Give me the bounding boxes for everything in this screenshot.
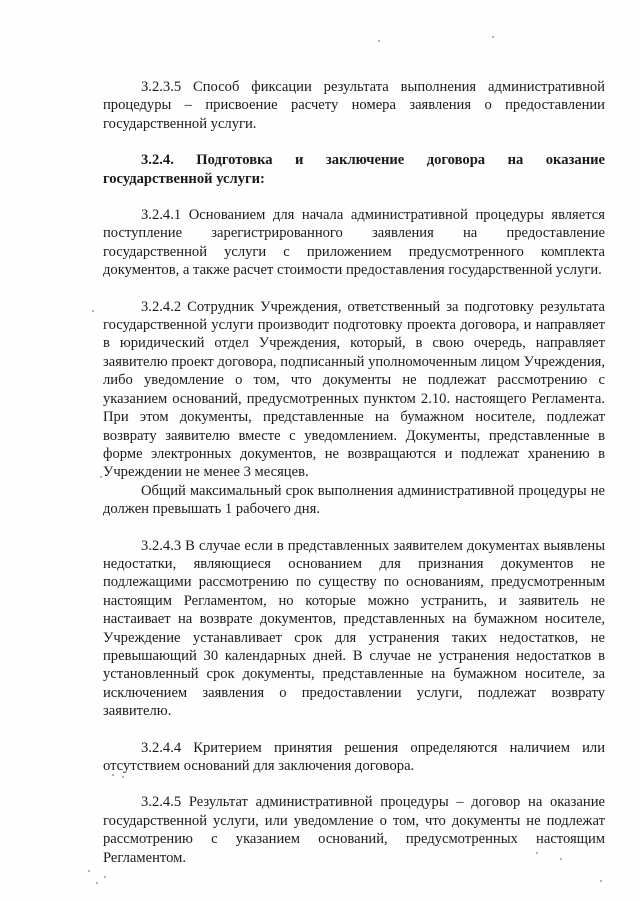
scan-speck (378, 40, 380, 42)
scan-speck (92, 310, 94, 312)
paragraph-3-2-4-1: 3.2.4.1 Основанием для начала административной процедуры является поступление зарегистрированного заявления на предоставление государственной услуги с приложением предусмотренного комплекта документов, а также расчет стоимости предоставления государственной услуги. (103, 207, 605, 279)
section-heading-3-2-4: 3.2.4. Подготовка и заключение договора на оказание государственной услуги: (103, 152, 605, 187)
scan-speck (104, 876, 106, 878)
paragraph-3-2-4-4: 3.2.4.4 Критерием принятия решения определяются наличием или отсутствием оснований для заключения договора. (103, 739, 605, 774)
paragraph-3-2-4-5: 3.2.4.5 Результат административной процедуры – договор на оказание государственной услуги, или уведомление о том, что документы не подлежат рассмотрению с указанием оснований, предусмотренных настоящим Регламентом. (103, 794, 605, 866)
paragraph-3-2-3-5: 3.2.3.5 Способ фиксации результата выполнения административной процедуры – присвоение расчету номера заявления о предоставлении государственной услуги. (103, 79, 605, 132)
scan-speck (96, 882, 98, 884)
paragraph-3-2-4-3: 3.2.4.3 В случае если в представленных заявителем документах выявлены недостатки, являющиеся основанием для признания документов не подлежащими рассмотрению по существу по основаниям, предусмотренным настоящим Регламентом, но которые можно устранить, и заявитель не настаивает на возврате документов, представленных на бумажном носителе, Учреждение устанавливает срок для устранения таких недостатков, не превышающий 30 календарных дней. В случае не устранения недостатков в установленный срок документы, представленные на бумажном носителе, за исключением заявления о предоставлении услуги, подлежат возврату заявителю. (103, 537, 605, 720)
scan-speck (100, 476, 102, 478)
paragraph-3-2-4-2-term: Общий максимальный срок выполнения административной процедуры не должен превышать 1 рабочего дня. (103, 482, 605, 518)
document-body (103, 78, 605, 867)
scan-speck (88, 870, 90, 872)
scan-speck (492, 36, 494, 38)
paragraph-3-2-4-2: 3.2.4.2 Сотрудник Учреждения, ответственный за подготовку результата государственной услуги производит подготовку проекта договора, и направляет в юридический отдел Учреждения, который, в свою очередь, направляет заявителю проект договора, подписанный уполномоченным лицом Учреждения, либо уведомление о том, что документы не подлежат рассмотрению с указанием оснований, предусмотренных пунктом 2.10. настоящего Регламента. При этом документы, представленные на бумажном носителе, подлежат возврату заявителю вместе с уведомлением. Документы, представленные в форме электронных документов, не возвращаются и подлежат хранению в Учреждении не менее 3 месяцев. (103, 298, 605, 481)
scan-speck (600, 880, 602, 882)
